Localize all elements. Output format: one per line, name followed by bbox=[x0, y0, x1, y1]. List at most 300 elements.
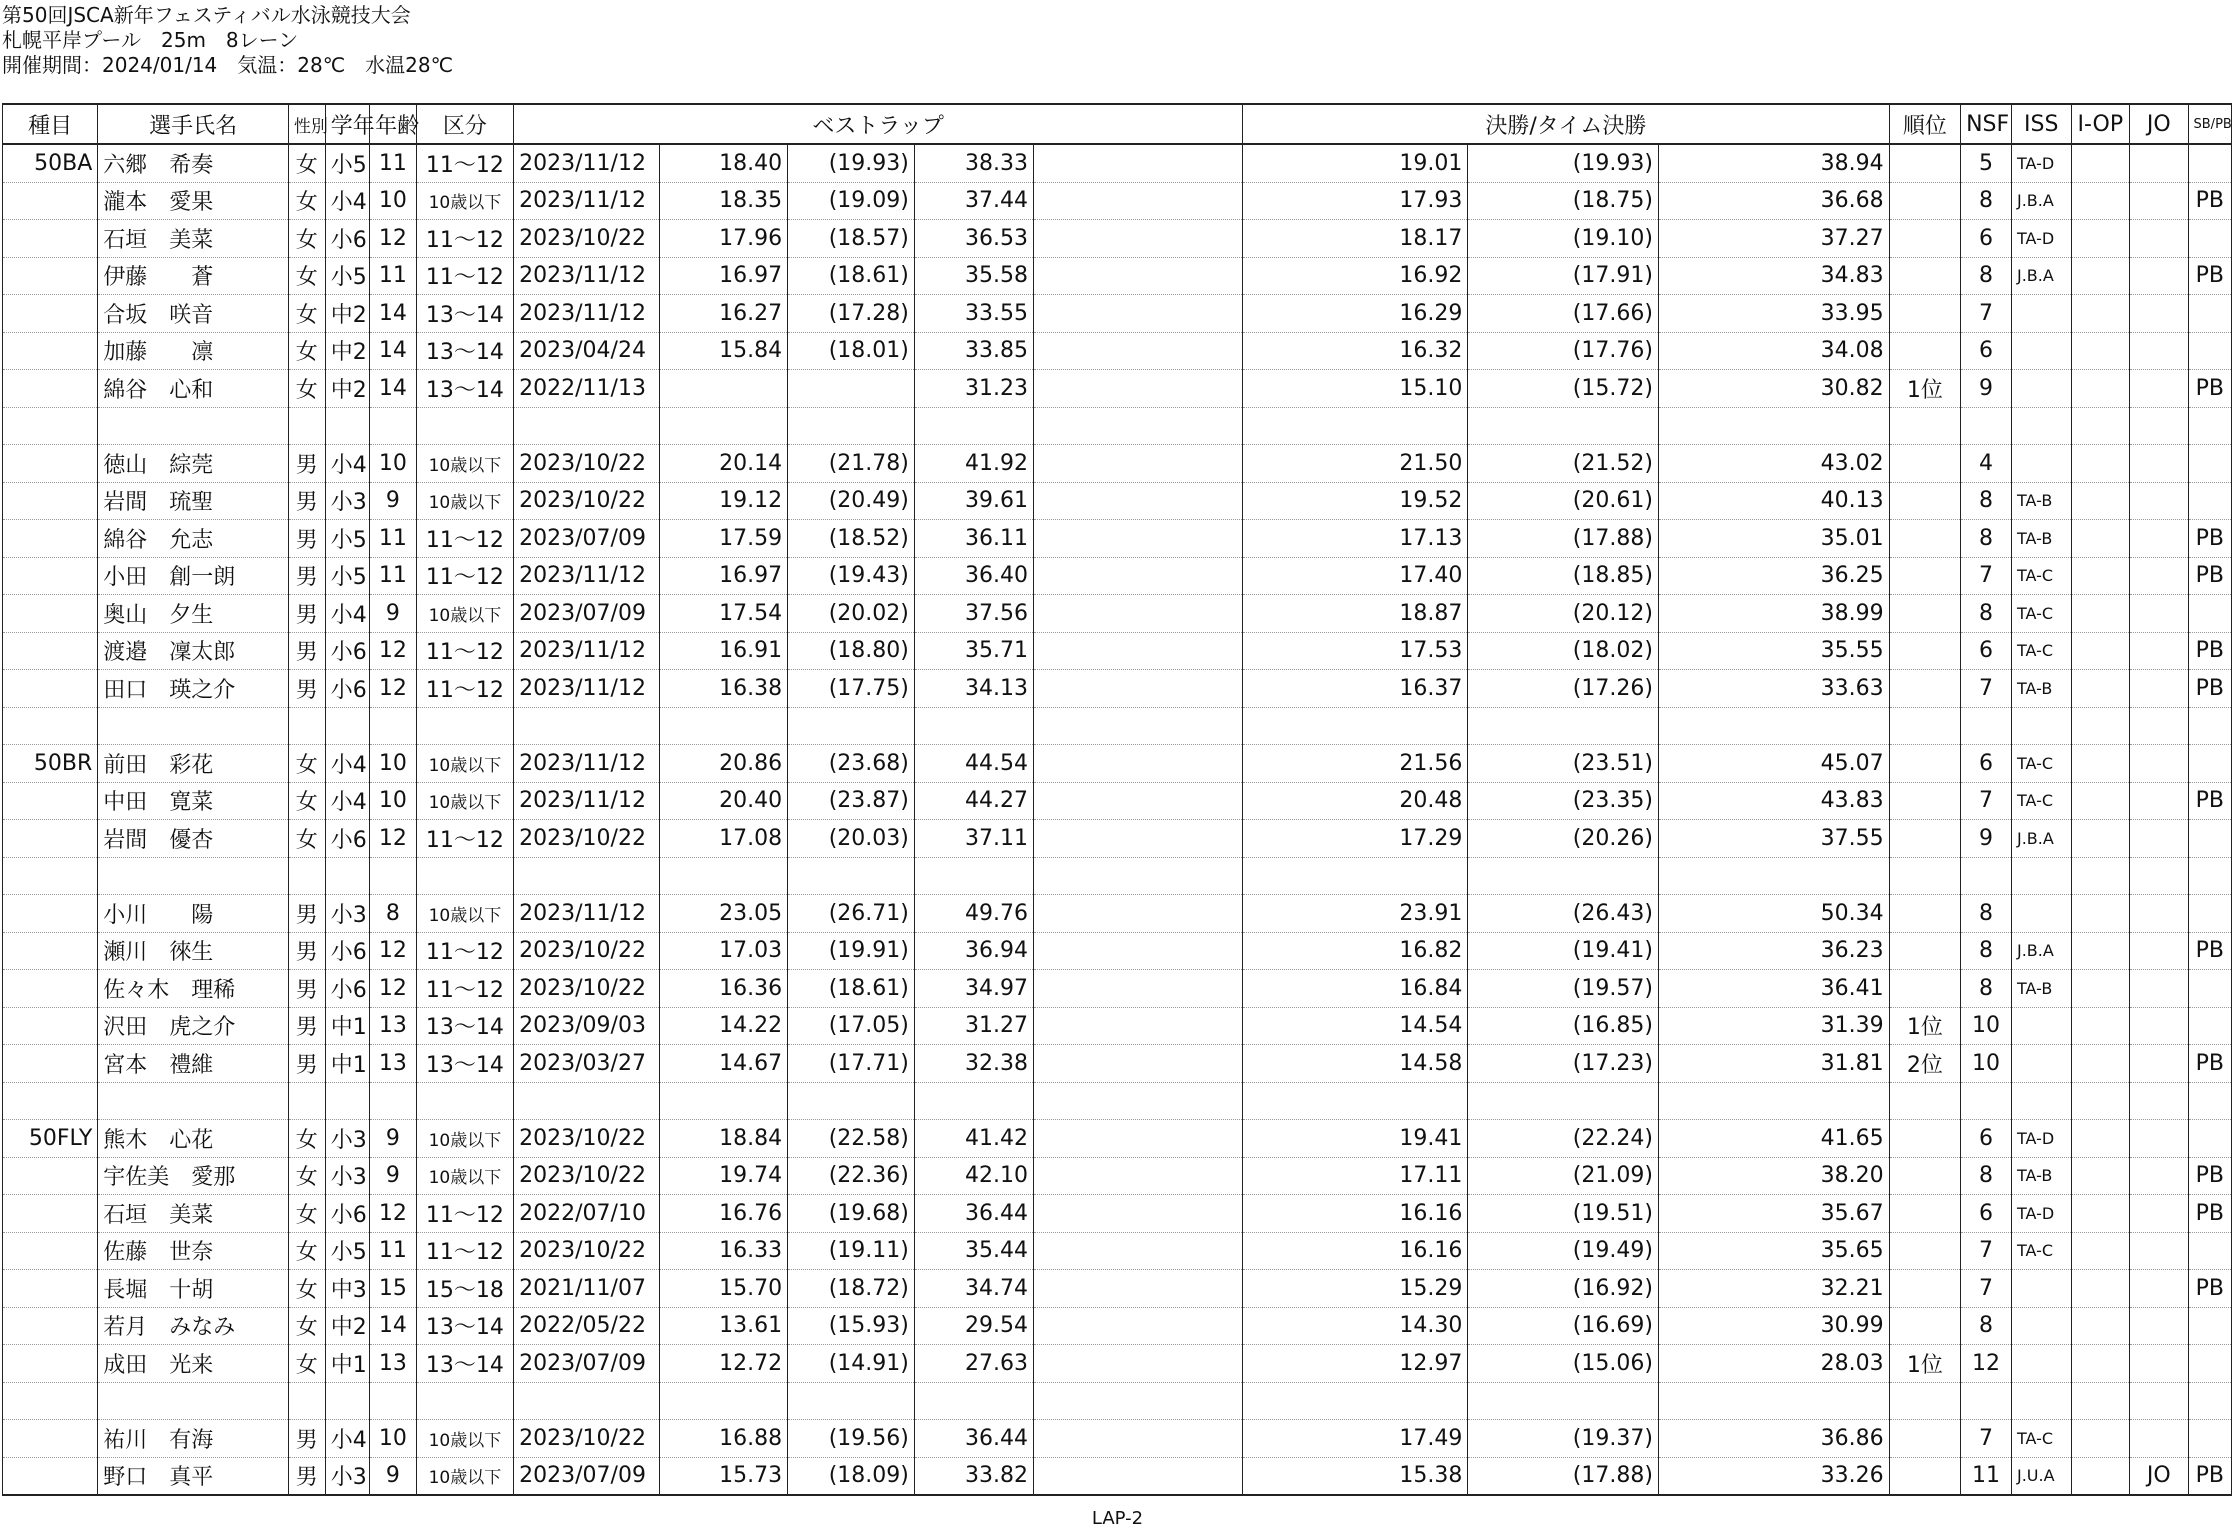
cell-blank1 bbox=[1033, 1232, 1242, 1270]
cell-date: 2023/07/09 bbox=[514, 1345, 660, 1383]
cell-sex: 男 bbox=[288, 482, 325, 520]
cell-b3: 27.63 bbox=[914, 1345, 1033, 1383]
cell-nsf: 6 bbox=[1961, 220, 2012, 258]
cell-sex: 女 bbox=[288, 220, 325, 258]
cell-iss: TA-D bbox=[2011, 1195, 2071, 1233]
cell-f1: 17.53 bbox=[1243, 632, 1468, 670]
table-row bbox=[3, 295, 2232, 333]
cell-jo bbox=[2130, 257, 2188, 295]
cell-f1: 16.37 bbox=[1243, 670, 1468, 708]
cell-f1: 17.40 bbox=[1243, 557, 1468, 595]
cell-div: 15～18 bbox=[416, 1270, 513, 1308]
cell-f1: 16.84 bbox=[1243, 970, 1468, 1008]
cell-f2: (23.35) bbox=[1468, 782, 1659, 820]
cell-f3: 36.23 bbox=[1658, 932, 1889, 970]
cell-b1: 17.54 bbox=[660, 595, 788, 633]
cell-iss bbox=[2011, 1345, 2071, 1383]
cell-f3: 34.08 bbox=[1658, 332, 1889, 370]
cell-b2: (22.58) bbox=[788, 1120, 915, 1158]
cell-grade: 小4 bbox=[325, 445, 369, 483]
cell-f3: 34.83 bbox=[1658, 257, 1889, 295]
cell-b2 bbox=[788, 1382, 915, 1420]
cell-blank1 bbox=[1033, 1195, 1242, 1233]
cell-age bbox=[370, 707, 417, 745]
cell-grade: 小4 bbox=[325, 782, 369, 820]
cell-f3: 40.13 bbox=[1658, 482, 1889, 520]
table-row bbox=[3, 970, 2232, 1008]
cell-f2: (17.88) bbox=[1468, 1457, 1659, 1495]
cell-blank1 bbox=[1033, 257, 1242, 295]
cell-div: 11～12 bbox=[416, 257, 513, 295]
cell-age: 11 bbox=[370, 1232, 417, 1270]
cell-f3: 36.41 bbox=[1658, 970, 1889, 1008]
cell-pb bbox=[2188, 857, 2231, 895]
cell-b3: 42.10 bbox=[914, 1157, 1033, 1195]
cell-iop bbox=[2071, 144, 2129, 182]
cell-f2: (19.51) bbox=[1468, 1195, 1659, 1233]
cell-rank bbox=[1889, 632, 1960, 670]
cell-rank bbox=[1889, 1307, 1960, 1345]
table-row bbox=[3, 1007, 2232, 1045]
cell-b3: 36.44 bbox=[914, 1195, 1033, 1233]
cell-sex: 女 bbox=[288, 782, 325, 820]
cell-nsf: 8 bbox=[1961, 482, 2012, 520]
cell-f2: (18.02) bbox=[1468, 632, 1659, 670]
cell-b3: 33.55 bbox=[914, 295, 1033, 333]
cell-jo bbox=[2130, 1420, 2188, 1458]
cell-date: 2023/11/12 bbox=[514, 895, 660, 933]
cell-f3: 31.81 bbox=[1658, 1045, 1889, 1083]
cell-name: 石垣 美菜 bbox=[98, 220, 289, 258]
cell-blank1 bbox=[1033, 1007, 1242, 1045]
cell-name: 佐々木 理稀 bbox=[98, 970, 289, 1008]
cell-b2 bbox=[788, 857, 915, 895]
cell-iop bbox=[2071, 407, 2129, 445]
cell-iss bbox=[2011, 1082, 2071, 1120]
cell-iss: J.U.A bbox=[2011, 1457, 2071, 1495]
spacer-row bbox=[3, 857, 2232, 895]
table-row bbox=[3, 482, 2232, 520]
cell-b1: 20.86 bbox=[660, 745, 788, 783]
cell-iop bbox=[2071, 332, 2129, 370]
cell-event bbox=[3, 257, 98, 295]
cell-b2: (19.11) bbox=[788, 1232, 915, 1270]
cell-pb bbox=[2188, 1082, 2231, 1120]
cell-div: 11～12 bbox=[416, 1195, 513, 1233]
cell-rank bbox=[1889, 595, 1960, 633]
cell-iop bbox=[2071, 1382, 2129, 1420]
cell-b3: 35.71 bbox=[914, 632, 1033, 670]
cell-nsf: 8 bbox=[1961, 520, 2012, 558]
cell-b2 bbox=[788, 370, 915, 408]
table-row bbox=[3, 1307, 2232, 1345]
col-sbpb: SB/PB bbox=[2188, 104, 2231, 144]
cell-event bbox=[3, 632, 98, 670]
cell-b1: 19.12 bbox=[660, 482, 788, 520]
cell-age: 10 bbox=[370, 1420, 417, 1458]
cell-b2: (19.68) bbox=[788, 1195, 915, 1233]
cell-nsf: 7 bbox=[1961, 670, 2012, 708]
cell-b2: (18.52) bbox=[788, 520, 915, 558]
cell-grade bbox=[325, 1082, 369, 1120]
cell-date: 2023/11/12 bbox=[514, 257, 660, 295]
cell-pb: PB bbox=[2188, 782, 2231, 820]
cell-iop bbox=[2071, 520, 2129, 558]
cell-f3 bbox=[1658, 857, 1889, 895]
cell-f1: 23.91 bbox=[1243, 895, 1468, 933]
cell-f2: (15.06) bbox=[1468, 1345, 1659, 1383]
cell-div: 10歳以下 bbox=[416, 745, 513, 783]
cell-b3: 31.27 bbox=[914, 1007, 1033, 1045]
cell-b3: 36.94 bbox=[914, 932, 1033, 970]
cell-name: 沢田 虎之介 bbox=[98, 1007, 289, 1045]
cell-pb bbox=[2188, 445, 2231, 483]
cell-b1: 16.76 bbox=[660, 1195, 788, 1233]
cell-b1: 16.97 bbox=[660, 557, 788, 595]
cell-f1: 21.56 bbox=[1243, 745, 1468, 783]
cell-f3: 33.26 bbox=[1658, 1457, 1889, 1495]
table-row bbox=[3, 1420, 2232, 1458]
cell-jo bbox=[2130, 782, 2188, 820]
cell-date: 2023/04/24 bbox=[514, 332, 660, 370]
cell-div: 10歳以下 bbox=[416, 1120, 513, 1158]
cell-div: 11～12 bbox=[416, 557, 513, 595]
cell-sex: 男 bbox=[288, 932, 325, 970]
cell-sex: 女 bbox=[288, 182, 325, 220]
cell-jo bbox=[2130, 407, 2188, 445]
cell-pb bbox=[2188, 407, 2231, 445]
cell-f2: (22.24) bbox=[1468, 1120, 1659, 1158]
cell-iss bbox=[2011, 407, 2071, 445]
cell-iss: TA-C bbox=[2011, 1420, 2071, 1458]
cell-blank1 bbox=[1033, 1045, 1242, 1083]
cell-rank: 1位 bbox=[1889, 1007, 1960, 1045]
cell-rank bbox=[1889, 670, 1960, 708]
cell-sex: 女 bbox=[288, 1345, 325, 1383]
cell-b2: (18.01) bbox=[788, 332, 915, 370]
col-age: 年齢 bbox=[370, 104, 417, 144]
cell-event bbox=[3, 1082, 98, 1120]
cell-date: 2023/10/22 bbox=[514, 1420, 660, 1458]
cell-blank1 bbox=[1033, 370, 1242, 408]
cell-jo bbox=[2130, 970, 2188, 1008]
cell-f3: 30.82 bbox=[1658, 370, 1889, 408]
cell-blank1 bbox=[1033, 1457, 1242, 1495]
cell-rank: 2位 bbox=[1889, 1045, 1960, 1083]
cell-jo bbox=[2130, 632, 2188, 670]
cell-f1 bbox=[1243, 707, 1468, 745]
cell-f2: (19.37) bbox=[1468, 1420, 1659, 1458]
cell-grade: 小4 bbox=[325, 182, 369, 220]
cell-age: 12 bbox=[370, 970, 417, 1008]
cell-blank1 bbox=[1033, 445, 1242, 483]
cell-f1: 14.30 bbox=[1243, 1307, 1468, 1345]
cell-date: 2023/11/12 bbox=[514, 782, 660, 820]
cell-event bbox=[3, 407, 98, 445]
cell-f1: 15.29 bbox=[1243, 1270, 1468, 1308]
cell-age: 15 bbox=[370, 1270, 417, 1308]
cell-event bbox=[3, 445, 98, 483]
cell-f1: 12.97 bbox=[1243, 1345, 1468, 1383]
cell-b1: 18.40 bbox=[660, 144, 788, 182]
cell-b1: 16.33 bbox=[660, 1232, 788, 1270]
cell-blank1 bbox=[1033, 782, 1242, 820]
cell-b2: (21.78) bbox=[788, 445, 915, 483]
cell-div: 13～14 bbox=[416, 332, 513, 370]
cell-nsf: 7 bbox=[1961, 557, 2012, 595]
cell-div: 10歳以下 bbox=[416, 782, 513, 820]
cell-grade: 小3 bbox=[325, 895, 369, 933]
cell-sex bbox=[288, 407, 325, 445]
cell-name: 前田 彩花 bbox=[98, 745, 289, 783]
cell-rank bbox=[1889, 407, 1960, 445]
cell-b3 bbox=[914, 857, 1033, 895]
cell-iop bbox=[2071, 670, 2129, 708]
cell-blank1 bbox=[1033, 295, 1242, 333]
cell-iss: TA-D bbox=[2011, 144, 2071, 182]
cell-age: 11 bbox=[370, 520, 417, 558]
cell-f1: 16.16 bbox=[1243, 1232, 1468, 1270]
cell-iop bbox=[2071, 895, 2129, 933]
cell-b3: 36.11 bbox=[914, 520, 1033, 558]
cell-name bbox=[98, 1382, 289, 1420]
cell-grade: 中2 bbox=[325, 370, 369, 408]
cell-blank1 bbox=[1033, 707, 1242, 745]
cell-f2: (20.26) bbox=[1468, 820, 1659, 858]
cell-pb: PB bbox=[2188, 1457, 2231, 1495]
cell-f3: 41.65 bbox=[1658, 1120, 1889, 1158]
cell-date: 2023/10/22 bbox=[514, 445, 660, 483]
table-row bbox=[3, 520, 2232, 558]
cell-rank bbox=[1889, 445, 1960, 483]
cell-b2: (14.91) bbox=[788, 1345, 915, 1383]
cell-b2: (20.02) bbox=[788, 595, 915, 633]
cell-f1: 14.54 bbox=[1243, 1007, 1468, 1045]
cell-rank bbox=[1889, 1270, 1960, 1308]
cell-iss: J.B.A bbox=[2011, 820, 2071, 858]
cell-jo bbox=[2130, 895, 2188, 933]
cell-jo bbox=[2130, 482, 2188, 520]
cell-date bbox=[514, 1082, 660, 1120]
cell-b1 bbox=[660, 857, 788, 895]
cell-name: 合坂 咲音 bbox=[98, 295, 289, 333]
cell-name: 佐藤 世奈 bbox=[98, 1232, 289, 1270]
cell-event bbox=[3, 295, 98, 333]
cell-date: 2023/10/22 bbox=[514, 482, 660, 520]
cell-event bbox=[3, 332, 98, 370]
cell-iss: TA-C bbox=[2011, 745, 2071, 783]
cell-iss: TA-D bbox=[2011, 1120, 2071, 1158]
cell-b1: 19.74 bbox=[660, 1157, 788, 1195]
cell-iss bbox=[2011, 1307, 2071, 1345]
cell-div: 13～14 bbox=[416, 295, 513, 333]
cell-b3: 34.74 bbox=[914, 1270, 1033, 1308]
cell-rank bbox=[1889, 295, 1960, 333]
table-row bbox=[3, 745, 2232, 783]
cell-name: 伊藤 蒼 bbox=[98, 257, 289, 295]
cell-iop bbox=[2071, 1007, 2129, 1045]
cell-event bbox=[3, 1232, 98, 1270]
venue-info: 札幌平岸プール 25m 8レーン bbox=[2, 28, 299, 52]
cell-pb bbox=[2188, 595, 2231, 633]
cell-name bbox=[98, 1082, 289, 1120]
cell-f1: 19.52 bbox=[1243, 482, 1468, 520]
cell-b3: 44.27 bbox=[914, 782, 1033, 820]
cell-iss: TA-C bbox=[2011, 595, 2071, 633]
cell-age: 9 bbox=[370, 1457, 417, 1495]
cell-event bbox=[3, 595, 98, 633]
cell-date: 2023/07/09 bbox=[514, 520, 660, 558]
cell-div: 10歳以下 bbox=[416, 445, 513, 483]
cell-b1: 20.40 bbox=[660, 782, 788, 820]
col-jo: JO bbox=[2130, 104, 2188, 144]
cell-date: 2023/10/22 bbox=[514, 1232, 660, 1270]
cell-f3: 43.02 bbox=[1658, 445, 1889, 483]
cell-jo bbox=[2130, 745, 2188, 783]
cell-nsf: 6 bbox=[1961, 1120, 2012, 1158]
cell-jo bbox=[2130, 1345, 2188, 1383]
cell-sex: 男 bbox=[288, 1457, 325, 1495]
cell-b3: 32.38 bbox=[914, 1045, 1033, 1083]
cell-iss: TA-B bbox=[2011, 1157, 2071, 1195]
cell-b1: 17.08 bbox=[660, 820, 788, 858]
cell-iop bbox=[2071, 782, 2129, 820]
cell-nsf: 7 bbox=[1961, 1420, 2012, 1458]
cell-pb bbox=[2188, 895, 2231, 933]
cell-b3 bbox=[914, 1082, 1033, 1120]
cell-grade: 小3 bbox=[325, 1457, 369, 1495]
cell-b2: (19.43) bbox=[788, 557, 915, 595]
cell-sex: 女 bbox=[288, 1195, 325, 1233]
table-row bbox=[3, 445, 2232, 483]
cell-pb bbox=[2188, 820, 2231, 858]
cell-iop bbox=[2071, 1232, 2129, 1270]
cell-iop bbox=[2071, 370, 2129, 408]
cell-iop bbox=[2071, 820, 2129, 858]
table-row bbox=[3, 820, 2232, 858]
cell-f3: 30.99 bbox=[1658, 1307, 1889, 1345]
cell-grade: 小4 bbox=[325, 745, 369, 783]
cell-jo bbox=[2130, 1082, 2188, 1120]
cell-event bbox=[3, 520, 98, 558]
cell-nsf: 7 bbox=[1961, 1270, 2012, 1308]
cell-iop bbox=[2071, 1157, 2129, 1195]
cell-iop bbox=[2071, 1420, 2129, 1458]
cell-sex: 女 bbox=[288, 1120, 325, 1158]
cell-rank bbox=[1889, 1082, 1960, 1120]
cell-b2: (22.36) bbox=[788, 1157, 915, 1195]
cell-rank: 1位 bbox=[1889, 1345, 1960, 1383]
cell-f1: 18.87 bbox=[1243, 595, 1468, 633]
cell-name: 成田 光来 bbox=[98, 1345, 289, 1383]
cell-f2: (17.76) bbox=[1468, 332, 1659, 370]
cell-blank1 bbox=[1033, 970, 1242, 1008]
cell-div: 10歳以下 bbox=[416, 1157, 513, 1195]
cell-sex: 女 bbox=[288, 144, 325, 182]
cell-nsf bbox=[1961, 407, 2012, 445]
cell-iss: TA-B bbox=[2011, 670, 2071, 708]
cell-name: 渡邉 凜太郎 bbox=[98, 632, 289, 670]
cell-nsf: 10 bbox=[1961, 1045, 2012, 1083]
cell-iss bbox=[2011, 1045, 2071, 1083]
cell-b3: 38.33 bbox=[914, 144, 1033, 182]
cell-rank bbox=[1889, 1382, 1960, 1420]
table-row bbox=[3, 220, 2232, 258]
cell-jo bbox=[2130, 1007, 2188, 1045]
cell-blank1 bbox=[1033, 182, 1242, 220]
cell-event bbox=[3, 1157, 98, 1195]
cell-b1 bbox=[660, 1082, 788, 1120]
cell-f1: 18.17 bbox=[1243, 220, 1468, 258]
cell-name: 綿谷 心和 bbox=[98, 370, 289, 408]
cell-b3: 37.56 bbox=[914, 595, 1033, 633]
cell-f3: 43.83 bbox=[1658, 782, 1889, 820]
cell-sex: 女 bbox=[288, 1157, 325, 1195]
date-conditions: 開催期間：2024/01/14 気温：28℃ 水温28℃ bbox=[2, 53, 454, 77]
cell-iop bbox=[2071, 970, 2129, 1008]
cell-nsf: 8 bbox=[1961, 895, 2012, 933]
cell-b2: (17.75) bbox=[788, 670, 915, 708]
cell-b1: 16.27 bbox=[660, 295, 788, 333]
cell-date: 2023/10/22 bbox=[514, 1157, 660, 1195]
cell-f2: (15.72) bbox=[1468, 370, 1659, 408]
cell-sex: 男 bbox=[288, 1045, 325, 1083]
cell-f1: 20.48 bbox=[1243, 782, 1468, 820]
cell-name: 中田 寛菜 bbox=[98, 782, 289, 820]
cell-date: 2023/11/12 bbox=[514, 745, 660, 783]
cell-event bbox=[3, 970, 98, 1008]
cell-nsf: 8 bbox=[1961, 932, 2012, 970]
cell-iop bbox=[2071, 1195, 2129, 1233]
cell-nsf: 9 bbox=[1961, 820, 2012, 858]
col-name: 選手氏名 bbox=[98, 104, 289, 144]
cell-div: 11～12 bbox=[416, 932, 513, 970]
cell-blank1 bbox=[1033, 632, 1242, 670]
cell-b3: 36.53 bbox=[914, 220, 1033, 258]
cell-div: 10歳以下 bbox=[416, 482, 513, 520]
cell-div: 11～12 bbox=[416, 970, 513, 1008]
spacer-row bbox=[3, 707, 2232, 745]
cell-div: 10歳以下 bbox=[416, 1457, 513, 1495]
cell-age bbox=[370, 407, 417, 445]
cell-sex: 男 bbox=[288, 632, 325, 670]
table-row bbox=[3, 1345, 2232, 1383]
cell-f1: 21.50 bbox=[1243, 445, 1468, 483]
cell-event bbox=[3, 707, 98, 745]
cell-event bbox=[3, 1345, 98, 1383]
cell-blank1 bbox=[1033, 144, 1242, 182]
cell-pb bbox=[2188, 1007, 2231, 1045]
cell-jo bbox=[2130, 857, 2188, 895]
cell-f3: 35.67 bbox=[1658, 1195, 1889, 1233]
cell-date: 2021/11/07 bbox=[514, 1270, 660, 1308]
cell-name: 瀬川 徠生 bbox=[98, 932, 289, 970]
col-iss: ISS bbox=[2011, 104, 2071, 144]
cell-b2 bbox=[788, 1082, 915, 1120]
cell-iss bbox=[2011, 1007, 2071, 1045]
cell-div: 13～14 bbox=[416, 370, 513, 408]
document-header bbox=[2, 3, 453, 78]
cell-sex: 男 bbox=[288, 970, 325, 1008]
cell-age: 12 bbox=[370, 820, 417, 858]
cell-age: 8 bbox=[370, 895, 417, 933]
cell-iss bbox=[2011, 1270, 2071, 1308]
cell-name: 岩間 琉聖 bbox=[98, 482, 289, 520]
cell-f3: 38.94 bbox=[1658, 144, 1889, 182]
cell-date: 2022/11/13 bbox=[514, 370, 660, 408]
cell-date: 2023/10/22 bbox=[514, 220, 660, 258]
cell-b2: (19.56) bbox=[788, 1420, 915, 1458]
